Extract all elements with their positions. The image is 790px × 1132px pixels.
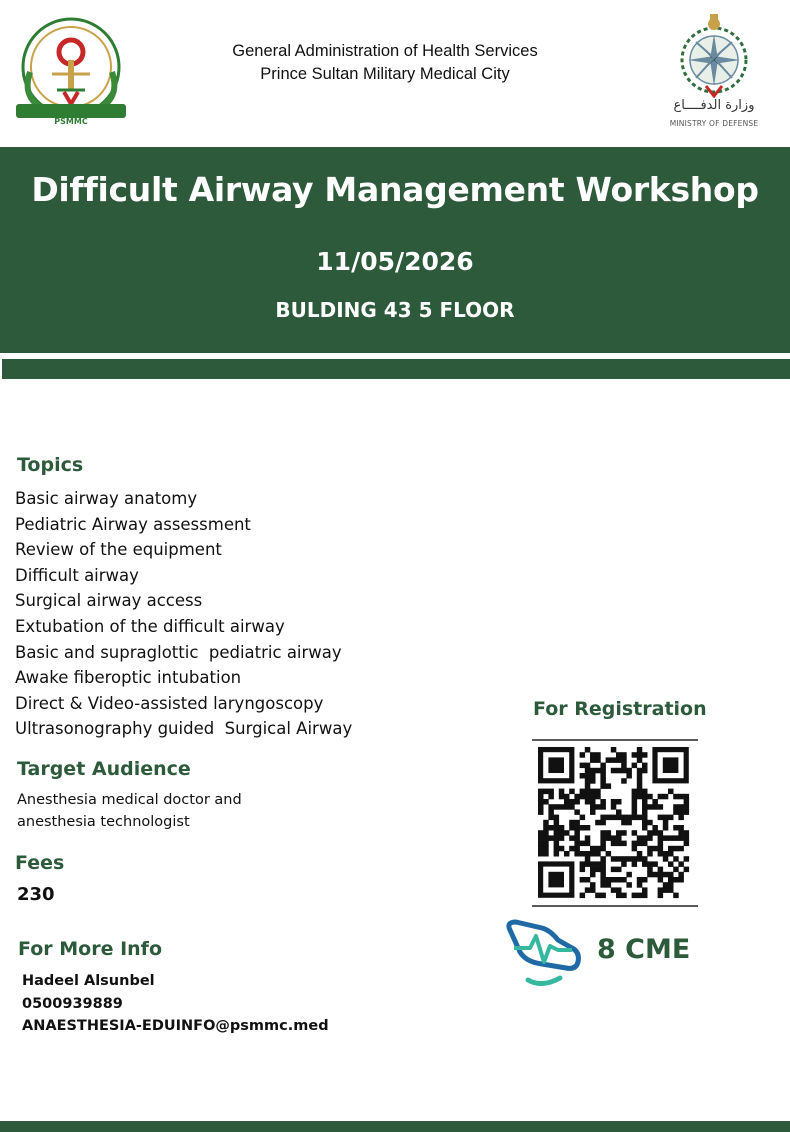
contact-name: Hadeel Alsunbel [22, 973, 155, 989]
org-line-2: Prince Sultan Military Medical City [260, 65, 510, 83]
divider-stripe [2, 359, 790, 379]
topic-item: Surgical airway access [15, 591, 203, 611]
org-line-1: General Administration of Health Services [232, 42, 538, 60]
fees-heading: Fees [15, 852, 65, 874]
ministry-name-arabic: وزارة الدفــــاع [673, 98, 755, 113]
psmmc-logo-text: PSMMC [54, 117, 88, 126]
registration-heading: For Registration [533, 698, 707, 720]
topic-item: Review of the equipment [15, 540, 222, 560]
more-info-heading: For More Info [18, 938, 162, 960]
topic-item: Pediatric Airway assessment [15, 514, 251, 534]
target-audience-text [17, 789, 242, 833]
target-audience-heading: Target Audience [17, 758, 191, 780]
audience-line-1: Anesthesia medical doctor and [17, 792, 242, 808]
topic-item: Direct & Video-assisted laryngoscopy [15, 693, 324, 713]
workshop-location: BULDING 43 5 FLOOR [275, 298, 515, 322]
topic-item: Difficult airway [15, 565, 139, 585]
contact-email: ANAESTHESIA-EDUINFO@psmmc.med [22, 1018, 329, 1034]
footer-bar [0, 1121, 790, 1132]
cme-credits: 8 CME [597, 934, 691, 965]
topic-item: Ultrasonography guided Surgical Airway [15, 719, 353, 739]
topics-list [15, 486, 352, 742]
psmmc-logo [12, 12, 130, 132]
fees-value: 230 [17, 884, 55, 905]
workshop-title: Difficult Airway Management Workshop [31, 170, 759, 209]
contact-details [22, 970, 329, 1038]
ministry-name-english: MINISTRY OF DEFENSE [669, 119, 759, 128]
audience-line-2: anesthesia technologist [17, 814, 190, 830]
qr-code-icon[interactable] [532, 739, 698, 907]
contact-phone: 0500939889 [22, 995, 123, 1012]
topic-item: Awake fiberoptic intubation [15, 668, 242, 688]
topic-item: Extubation of the difficult airway [15, 616, 285, 636]
topic-item: Basic airway anatomy [15, 489, 198, 508]
heartbeat-logo-icon [502, 918, 584, 992]
topic-item: Basic and supraglottic pediatric airway [15, 642, 342, 662]
ministry-of-defense-logo [660, 12, 768, 132]
topics-heading: Topics [17, 454, 84, 476]
workshop-date: 11/05/2026 [316, 247, 474, 276]
organization-header [150, 40, 620, 86]
